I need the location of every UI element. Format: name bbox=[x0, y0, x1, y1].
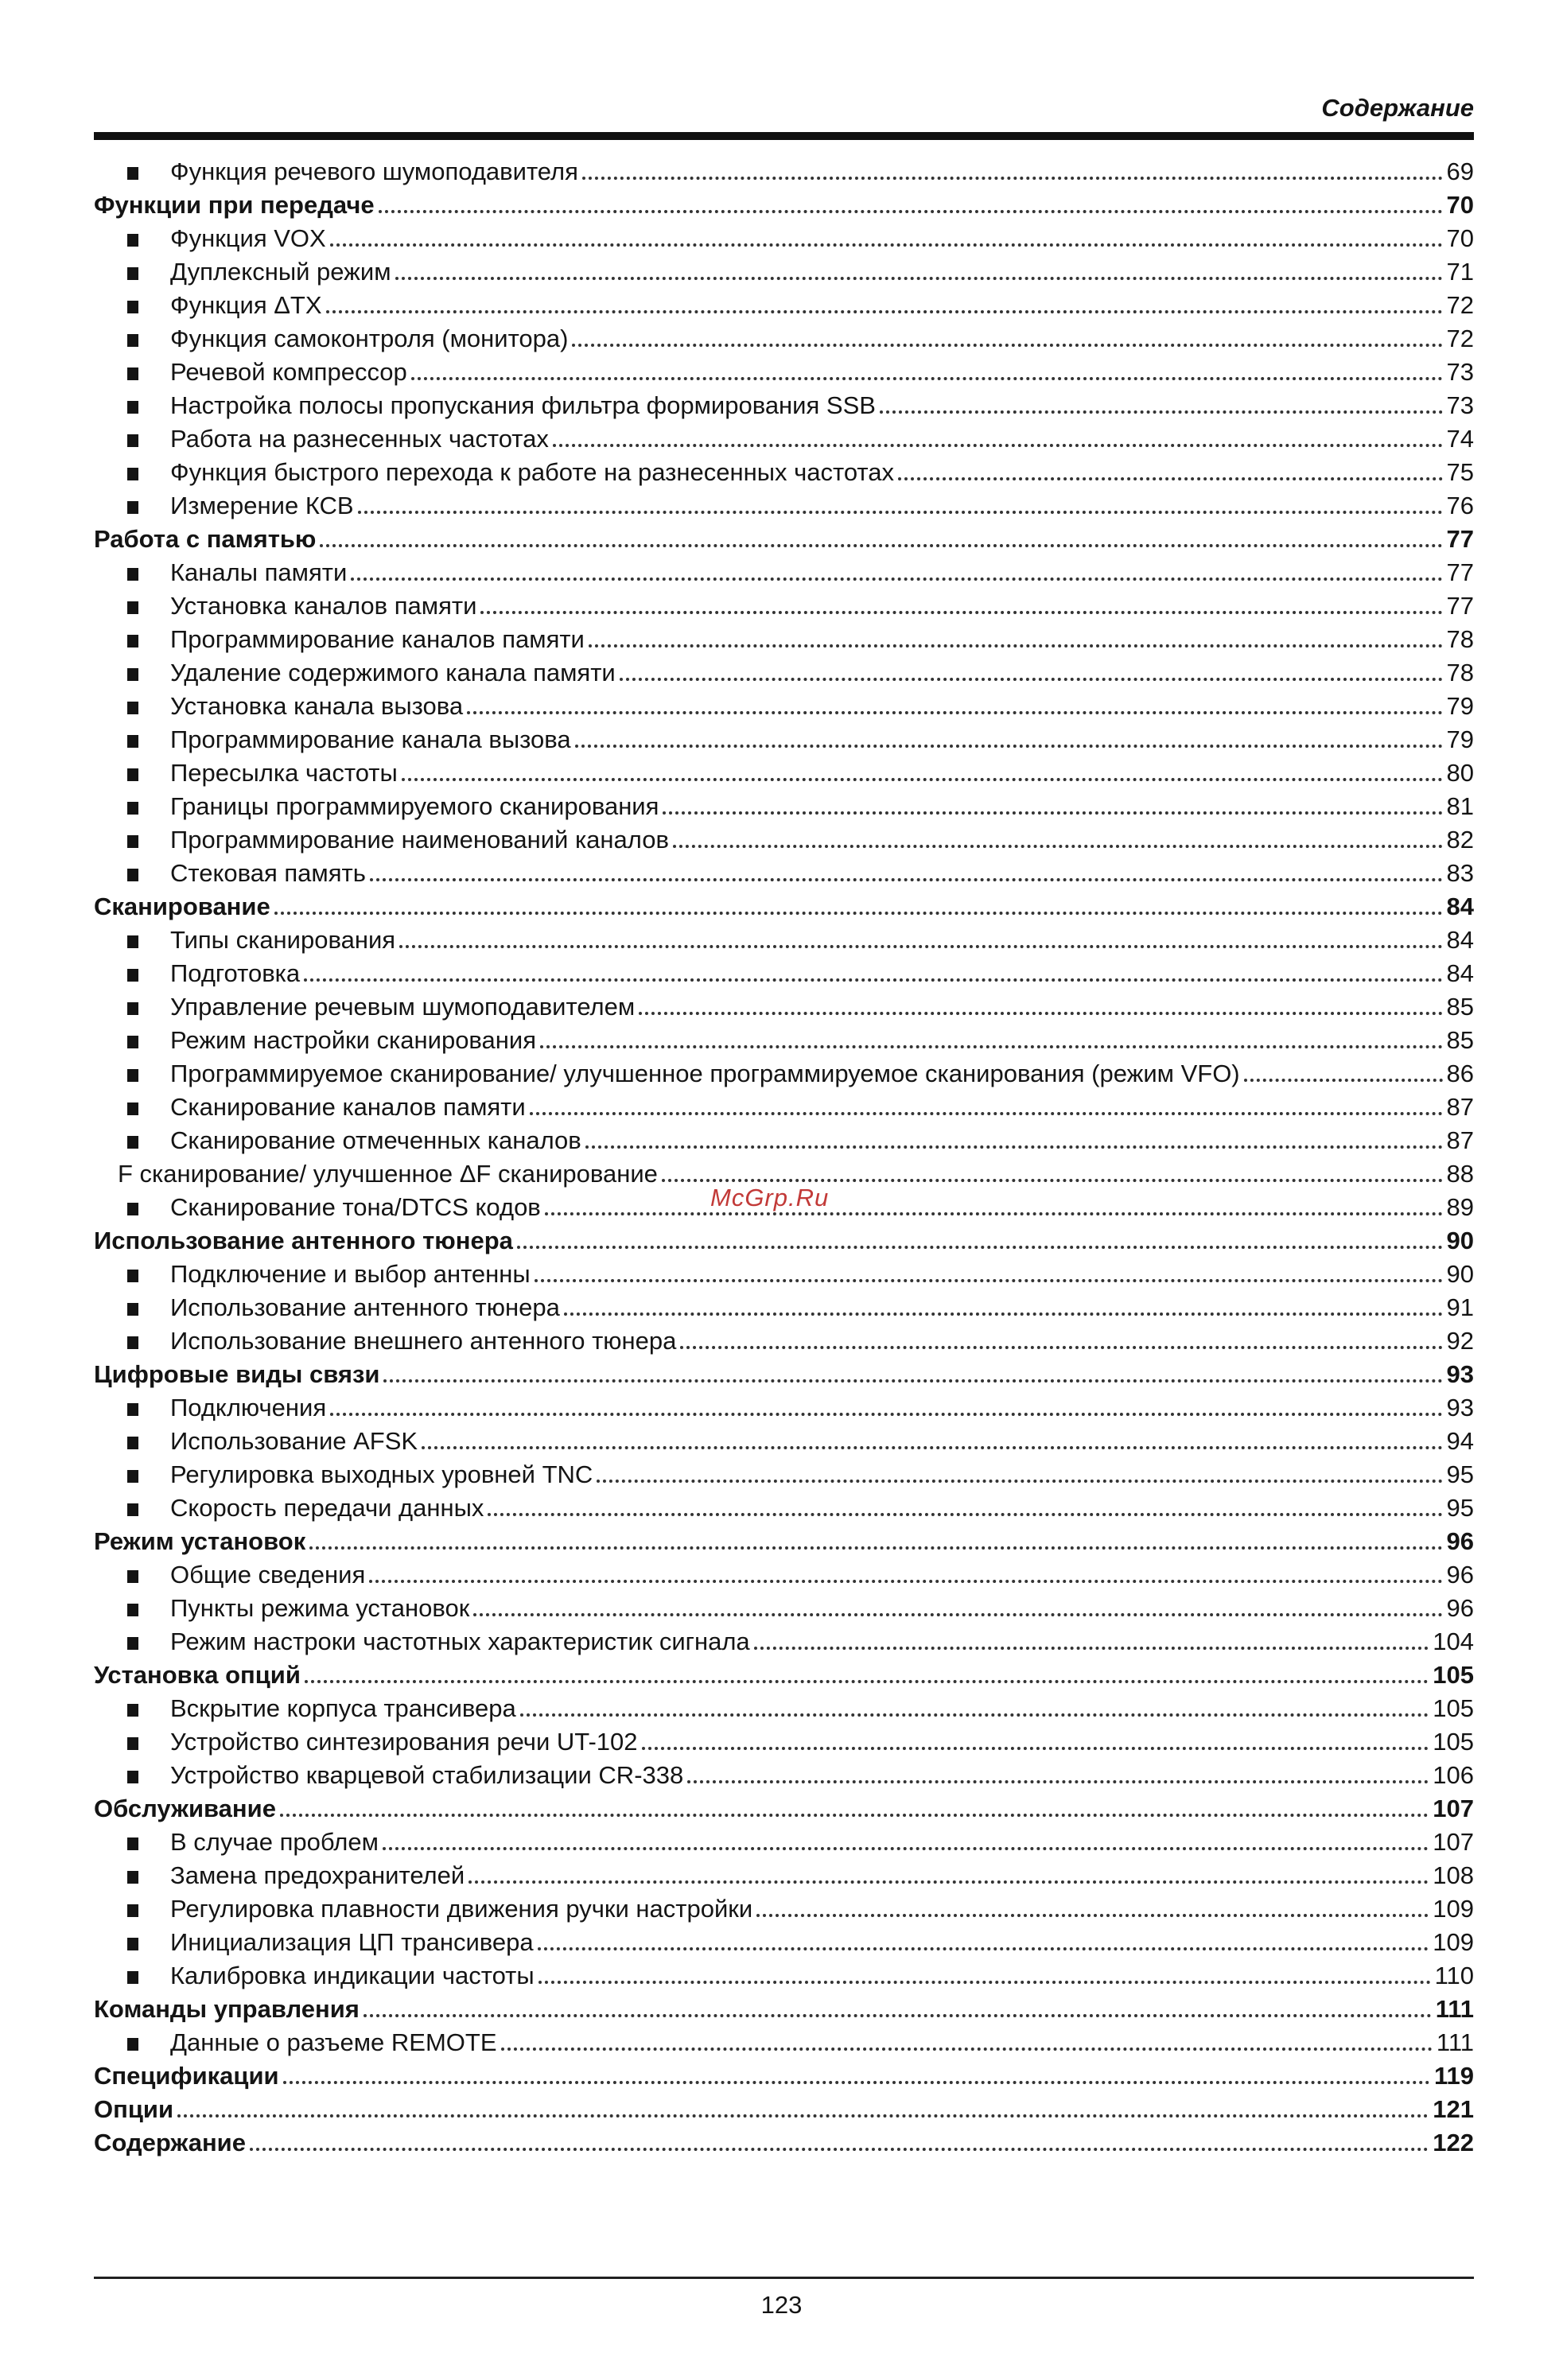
toc-item-row bbox=[94, 1857, 1474, 1891]
dot-leader bbox=[501, 2048, 1433, 2051]
toc-item-row bbox=[94, 1456, 1474, 1490]
toc-entry-title: Регулировка плавности движения ручки настройки bbox=[170, 1895, 753, 1923]
bullet-square-icon bbox=[127, 635, 138, 648]
toc-entry-title: Использование антенного тюнера bbox=[170, 1293, 560, 1321]
toc-entry-page: 92 bbox=[1446, 1327, 1474, 1355]
bullet-square-icon bbox=[127, 1771, 138, 1783]
dot-leader bbox=[517, 1246, 1443, 1249]
watermark: McGrp.Ru bbox=[710, 1184, 830, 1211]
bullet-square-icon bbox=[127, 1938, 138, 1950]
dot-leader bbox=[754, 1647, 1429, 1650]
toc-entry-title: Установка опций bbox=[94, 1661, 301, 1689]
toc-entry-page: 77 bbox=[1446, 558, 1474, 586]
toc-entry-title: Стековая память bbox=[170, 859, 366, 887]
dot-leader bbox=[358, 511, 1443, 514]
bullet-square-icon bbox=[127, 1604, 138, 1616]
toc-item-row bbox=[94, 454, 1474, 488]
toc-entry-title: Работа с памятью bbox=[94, 525, 317, 553]
toc-entry-page: 107 bbox=[1433, 1795, 1474, 1822]
bullet-square-icon bbox=[127, 1637, 138, 1650]
bullet-square-icon bbox=[127, 167, 138, 180]
dot-leader bbox=[585, 1145, 1443, 1149]
toc-entry-title: Каналы памяти bbox=[170, 558, 348, 586]
dot-leader bbox=[330, 243, 1443, 247]
toc-entry-title: Типы сканирования bbox=[170, 926, 396, 954]
page-number: 123 bbox=[760, 2291, 803, 2319]
toc-section-row bbox=[94, 889, 1474, 922]
toc-entry-title: Функция речевого шумоподавителя bbox=[170, 158, 578, 185]
dot-leader bbox=[177, 2114, 1429, 2118]
toc-entry-page: 77 bbox=[1446, 592, 1474, 620]
toc-item-row bbox=[94, 2024, 1474, 2058]
dot-leader bbox=[305, 1680, 1429, 1683]
dot-leader bbox=[283, 2081, 1430, 2084]
dot-leader bbox=[488, 1513, 1442, 1516]
dot-leader bbox=[620, 678, 1443, 681]
toc-entry-page: 85 bbox=[1446, 1026, 1474, 1054]
toc-entry-page: 82 bbox=[1446, 826, 1474, 854]
toc-entry-title: Команды управления bbox=[94, 1995, 360, 2023]
toc-entry-title: Удаление содержимого канала памяти bbox=[170, 659, 616, 686]
toc-entry-page: 96 bbox=[1446, 1561, 1474, 1589]
toc-entry-title: Работа на разнесенных частотах bbox=[170, 425, 549, 453]
toc-item-row bbox=[94, 1289, 1474, 1323]
toc-entry-title: Режим настроки частотных характеристик сигнала bbox=[170, 1628, 750, 1655]
toc-entry-page: 90 bbox=[1446, 1227, 1474, 1254]
toc-entry-page: 69 bbox=[1446, 158, 1474, 185]
bullet-square-icon bbox=[127, 1270, 138, 1282]
toc-item-row bbox=[94, 321, 1474, 354]
bullet-square-icon bbox=[127, 368, 138, 380]
toc-entry-title: Измерение КСВ bbox=[170, 492, 354, 519]
dot-leader bbox=[379, 210, 1443, 213]
dot-leader bbox=[395, 277, 1443, 280]
toc-item-row bbox=[94, 688, 1474, 721]
toc-entry-page: 70 bbox=[1446, 191, 1474, 219]
toc-entry-page: 90 bbox=[1446, 1260, 1474, 1288]
toc-entry-page: 74 bbox=[1446, 425, 1474, 453]
toc-entry-title: Функция VOX bbox=[170, 224, 326, 252]
toc-section-row bbox=[94, 1356, 1474, 1390]
toc-entry-title: Подключения bbox=[170, 1394, 327, 1421]
toc-entry-page: 83 bbox=[1446, 859, 1474, 887]
toc-entry-page: 109 bbox=[1433, 1895, 1474, 1923]
toc-entry-title: Пересылка частоты bbox=[170, 759, 398, 787]
bullet-square-icon bbox=[127, 568, 138, 581]
dot-leader bbox=[575, 745, 1443, 748]
dot-leader bbox=[383, 1847, 1429, 1850]
dot-leader bbox=[422, 1446, 1442, 1449]
toc-item-row bbox=[94, 1490, 1474, 1523]
toc-section-row bbox=[94, 2125, 1474, 2158]
dot-leader bbox=[520, 1713, 1429, 1717]
toc-entry-title: Замена предохранителей bbox=[170, 1861, 465, 1889]
page-header-title: Содержание bbox=[1321, 94, 1474, 122]
bullet-square-icon bbox=[127, 1737, 138, 1750]
toc-entry-page: 108 bbox=[1433, 1861, 1474, 1889]
toc-item-row bbox=[94, 1757, 1474, 1791]
toc-entry-page: 73 bbox=[1446, 358, 1474, 386]
bullet-square-icon bbox=[127, 1036, 138, 1048]
toc-entry-title: Функция быстрого перехода к работе на разнесенных частотах bbox=[170, 458, 895, 486]
toc-entry-title: Управление речевым шумоподавителем bbox=[170, 993, 636, 1021]
bullet-square-icon bbox=[127, 301, 138, 313]
toc-entry-page: 93 bbox=[1446, 1394, 1474, 1421]
toc-item-row bbox=[94, 1022, 1474, 1056]
toc-item-row bbox=[94, 1557, 1474, 1590]
toc-entry-page: 72 bbox=[1446, 325, 1474, 352]
toc-entry-page: 105 bbox=[1433, 1661, 1474, 1689]
toc-item-row bbox=[94, 655, 1474, 688]
toc-entry-page: 71 bbox=[1446, 258, 1474, 286]
dot-leader bbox=[473, 1613, 1442, 1616]
toc-entry-title: Содержание bbox=[94, 2129, 246, 2156]
dot-leader bbox=[756, 1914, 1429, 1917]
toc-entry-title: Границы программируемого сканирования bbox=[170, 792, 659, 820]
dot-leader bbox=[309, 1546, 1442, 1550]
toc-entry-title: Использование антенного тюнера bbox=[94, 1227, 513, 1254]
toc-item-row bbox=[94, 621, 1474, 655]
dot-leader bbox=[364, 2014, 1432, 2017]
toc-item-row bbox=[94, 1824, 1474, 1857]
dot-leader bbox=[326, 310, 1443, 313]
toc-entry-title: Функция ΔTX bbox=[170, 291, 322, 319]
toc-item-row bbox=[94, 588, 1474, 621]
toc-entry-page: 87 bbox=[1446, 1093, 1474, 1121]
toc-entry-page: 106 bbox=[1433, 1761, 1474, 1789]
bullet-square-icon bbox=[127, 1838, 138, 1850]
toc-entry-page: 86 bbox=[1446, 1060, 1474, 1087]
toc-entry-title: Программирование наименований каналов bbox=[170, 826, 669, 854]
dot-leader bbox=[320, 544, 1442, 547]
toc-entry-title: Сканирование bbox=[94, 892, 270, 920]
bullet-square-icon bbox=[127, 802, 138, 815]
toc-entry-page: 72 bbox=[1446, 291, 1474, 319]
dot-leader bbox=[274, 912, 1443, 915]
toc-entry-title: Использование внешнего антенного тюнера bbox=[170, 1327, 677, 1355]
toc-entry-page: 87 bbox=[1446, 1126, 1474, 1154]
toc-entry-page: 78 bbox=[1446, 625, 1474, 653]
toc-entry-title: Программируемое сканирование/ улучшенное программируемое сканирования (режим VFO) bbox=[170, 1060, 1240, 1087]
table-of-contents bbox=[94, 154, 1474, 2158]
bullet-square-icon bbox=[127, 1303, 138, 1316]
toc-entry-title: Установка каналов памяти bbox=[170, 592, 477, 620]
bullet-square-icon bbox=[127, 501, 138, 514]
dot-leader bbox=[467, 711, 1442, 714]
toc-entry-title: F сканирование/ улучшенное ΔF сканирование bbox=[118, 1160, 658, 1188]
toc-item-row bbox=[94, 922, 1474, 955]
toc-entry-page: 75 bbox=[1446, 458, 1474, 486]
toc-entry-title: Инициализация ЦП трансивера bbox=[170, 1928, 534, 1956]
toc-entry-title: Калибровка индикации частоты bbox=[170, 1962, 535, 1989]
dot-leader bbox=[597, 1480, 1442, 1483]
toc-entry-page: 111 bbox=[1436, 2028, 1474, 2056]
toc-item-row bbox=[94, 254, 1474, 287]
toc-entry-title: Программирование каналов памяти bbox=[170, 625, 585, 653]
dot-leader bbox=[642, 1747, 1429, 1750]
bullet-square-icon bbox=[127, 1136, 138, 1149]
toc-entry-title: Скорость передачи данных bbox=[170, 1494, 484, 1522]
dot-leader bbox=[662, 1179, 1443, 1182]
dot-leader bbox=[383, 1379, 1442, 1382]
toc-entry-title: Функция самоконтроля (монитора) bbox=[170, 325, 569, 352]
toc-item-row bbox=[94, 788, 1474, 822]
toc-entry-page: 122 bbox=[1433, 2129, 1474, 2156]
toc-entry-page: 84 bbox=[1446, 892, 1474, 920]
toc-item-row bbox=[94, 1256, 1474, 1289]
dot-leader bbox=[540, 1045, 1442, 1048]
toc-item-row bbox=[94, 488, 1474, 521]
toc-entry-page: 109 bbox=[1433, 1928, 1474, 1956]
toc-section-row bbox=[94, 521, 1474, 554]
toc-entry-page: 105 bbox=[1433, 1728, 1474, 1756]
bullet-square-icon bbox=[127, 1570, 138, 1583]
toc-entry-title: Речевой компрессор bbox=[170, 358, 407, 386]
dot-leader bbox=[553, 444, 1443, 447]
toc-item-row bbox=[94, 822, 1474, 855]
dot-leader bbox=[545, 1212, 1443, 1215]
toc-entry-title: Цифровые виды связи bbox=[94, 1360, 380, 1388]
toc-item-row bbox=[94, 554, 1474, 588]
bullet-square-icon bbox=[127, 401, 138, 414]
toc-entry-page: 70 bbox=[1446, 224, 1474, 252]
bullet-square-icon bbox=[127, 267, 138, 280]
dot-leader bbox=[538, 1981, 1431, 1984]
toc-section-row bbox=[94, 187, 1474, 220]
bullet-square-icon bbox=[127, 935, 138, 948]
bullet-square-icon bbox=[127, 601, 138, 614]
dot-leader bbox=[663, 811, 1442, 815]
toc-entry-title: Общие сведения bbox=[170, 1561, 366, 1589]
toc-item-row bbox=[94, 721, 1474, 755]
toc-entry-title: Настройка полосы пропускания фильтра формирования SSB bbox=[170, 391, 876, 419]
toc-entry-title: Пункты режима установок bbox=[170, 1594, 470, 1622]
toc-item-row bbox=[94, 387, 1474, 421]
bullet-square-icon bbox=[127, 1871, 138, 1884]
toc-entry-page: 119 bbox=[1433, 2062, 1474, 2090]
dot-leader bbox=[280, 1814, 1429, 1817]
dot-leader bbox=[582, 177, 1443, 180]
bullet-square-icon bbox=[127, 1069, 138, 1082]
toc-entry-title: Спецификации bbox=[94, 2062, 279, 2090]
toc-entry-title: Вскрытие корпуса трансивера bbox=[170, 1694, 516, 1722]
toc-section-row bbox=[94, 1523, 1474, 1557]
bullet-square-icon bbox=[127, 1203, 138, 1215]
toc-entry-title: Сканирование отмеченных каналов bbox=[170, 1126, 581, 1154]
dot-leader bbox=[572, 344, 1442, 347]
toc-entry-title: Дуплексный режим bbox=[170, 258, 391, 286]
toc-entry-title: Регулировка выходных уровней TNC bbox=[170, 1460, 593, 1488]
toc-item-row bbox=[94, 1924, 1474, 1958]
toc-item-row bbox=[94, 1590, 1474, 1624]
bullet-square-icon bbox=[127, 1971, 138, 1984]
toc-item-row bbox=[94, 1089, 1474, 1122]
bullet-square-icon bbox=[127, 2038, 138, 2051]
toc-entry-title: Сканирование каналов памяти bbox=[170, 1093, 526, 1121]
dot-leader bbox=[399, 945, 1442, 948]
toc-item-row bbox=[94, 989, 1474, 1022]
toc-entry-page: 110 bbox=[1434, 1962, 1474, 1989]
bullet-square-icon bbox=[127, 234, 138, 247]
toc-item-row bbox=[94, 354, 1474, 387]
toc-item-row bbox=[94, 755, 1474, 788]
dot-leader bbox=[370, 878, 1443, 881]
bullet-square-icon bbox=[127, 468, 138, 480]
toc-item-row bbox=[94, 1724, 1474, 1757]
dot-leader bbox=[564, 1312, 1443, 1316]
bullet-square-icon bbox=[127, 434, 138, 447]
toc-entry-page: 79 bbox=[1446, 725, 1474, 753]
toc-entry-page: 96 bbox=[1446, 1527, 1474, 1555]
toc-entry-title: Режим настройки сканирования bbox=[170, 1026, 537, 1054]
dot-leader bbox=[673, 845, 1443, 848]
toc-entry-page: 84 bbox=[1446, 926, 1474, 954]
bullet-square-icon bbox=[127, 1336, 138, 1349]
toc-entry-page: 95 bbox=[1446, 1460, 1474, 1488]
toc-item-row bbox=[94, 955, 1474, 989]
bullet-square-icon bbox=[127, 1503, 138, 1516]
toc-item-row bbox=[94, 1690, 1474, 1724]
dot-leader bbox=[680, 1346, 1442, 1349]
toc-item-row bbox=[94, 1624, 1474, 1657]
bullet-square-icon bbox=[127, 1470, 138, 1483]
toc-entry-title: Устройство синтезирования речи UT-102 bbox=[170, 1728, 638, 1756]
toc-entry-title: Данные о разъеме REMOTE bbox=[170, 2028, 497, 2056]
bullet-square-icon bbox=[127, 1704, 138, 1717]
toc-entry-page: 73 bbox=[1446, 391, 1474, 419]
toc-entry-page: 93 bbox=[1446, 1360, 1474, 1388]
bullet-square-icon bbox=[127, 1437, 138, 1449]
toc-entry-page: 76 bbox=[1446, 492, 1474, 519]
bullet-square-icon bbox=[127, 869, 138, 881]
bullet-square-icon bbox=[127, 1102, 138, 1115]
toc-entry-title: Программирование канала вызова bbox=[170, 725, 571, 753]
toc-entry-page: 111 bbox=[1435, 1995, 1474, 2023]
toc-entry-page: 94 bbox=[1446, 1427, 1474, 1455]
toc-section-row bbox=[94, 1791, 1474, 1824]
toc-entry-page: 91 bbox=[1446, 1293, 1474, 1321]
toc-entry-page: 79 bbox=[1446, 692, 1474, 720]
toc-entry-title: В случае проблем bbox=[170, 1828, 379, 1856]
toc-item-row bbox=[94, 1323, 1474, 1356]
dot-leader bbox=[1244, 1079, 1443, 1082]
bullet-square-icon bbox=[127, 702, 138, 714]
toc-entry-page: 105 bbox=[1433, 1694, 1474, 1722]
footer-rule bbox=[94, 2277, 1474, 2279]
toc-section-row bbox=[94, 2091, 1474, 2125]
dot-leader bbox=[538, 1947, 1429, 1950]
bullet-square-icon bbox=[127, 1002, 138, 1015]
bullet-square-icon bbox=[127, 768, 138, 781]
dot-leader bbox=[250, 2148, 1429, 2151]
toc-item-row bbox=[94, 1958, 1474, 1991]
dot-leader bbox=[469, 1880, 1429, 1884]
toc-item-row bbox=[94, 154, 1474, 187]
toc-entry-title: Использование AFSK bbox=[170, 1427, 418, 1455]
toc-item-row bbox=[94, 1891, 1474, 1924]
dot-leader bbox=[480, 611, 1442, 614]
toc-entry-page: 78 bbox=[1446, 659, 1474, 686]
toc-entry-page: 84 bbox=[1446, 959, 1474, 987]
toc-entry-page: 88 bbox=[1446, 1160, 1474, 1188]
toc-section-row bbox=[94, 1991, 1474, 2024]
dot-leader bbox=[898, 477, 1442, 480]
dot-leader bbox=[402, 778, 1443, 781]
toc-entry-page: 89 bbox=[1446, 1193, 1474, 1221]
dot-leader bbox=[411, 377, 1443, 380]
bullet-square-icon bbox=[127, 668, 138, 681]
toc-item-row bbox=[94, 1423, 1474, 1456]
toc-entry-page: 104 bbox=[1433, 1628, 1474, 1655]
toc-section-row bbox=[94, 1223, 1474, 1256]
toc-entry-title: Установка канала вызова bbox=[170, 692, 464, 720]
dot-leader bbox=[880, 410, 1443, 414]
toc-entry-page: 77 bbox=[1446, 525, 1474, 553]
toc-item-row bbox=[94, 287, 1474, 321]
dot-leader bbox=[369, 1580, 1442, 1583]
toc-entry-page: 85 bbox=[1446, 993, 1474, 1021]
toc-entry-title: Функции при передаче bbox=[94, 191, 375, 219]
toc-section-row bbox=[94, 2058, 1474, 2091]
toc-entry-title: Устройство кварцевой стабилизации CR-338 bbox=[170, 1761, 684, 1789]
toc-entry-page: 95 bbox=[1446, 1494, 1474, 1522]
toc-entry-title: Подключение и выбор антенны bbox=[170, 1260, 531, 1288]
toc-item-row bbox=[94, 421, 1474, 454]
toc-item-row bbox=[94, 220, 1474, 254]
dot-leader bbox=[351, 578, 1442, 581]
dot-leader bbox=[687, 1780, 1429, 1783]
toc-item-row bbox=[94, 1390, 1474, 1423]
dot-leader bbox=[589, 644, 1443, 648]
dot-leader bbox=[304, 978, 1442, 982]
bullet-square-icon bbox=[127, 969, 138, 982]
toc-item-row bbox=[94, 1056, 1474, 1089]
toc-item-row bbox=[94, 1122, 1474, 1156]
toc-entry-page: 121 bbox=[1433, 2095, 1474, 2123]
dot-leader bbox=[530, 1112, 1443, 1115]
toc-item-row bbox=[94, 855, 1474, 889]
dot-leader bbox=[330, 1413, 1442, 1416]
bullet-square-icon bbox=[127, 735, 138, 748]
bullet-square-icon bbox=[127, 1904, 138, 1917]
dot-leader bbox=[535, 1279, 1443, 1282]
bullet-square-icon bbox=[127, 835, 138, 848]
toc-entry-title: Опции bbox=[94, 2095, 174, 2123]
toc-entry-page: 107 bbox=[1433, 1828, 1474, 1856]
toc-entry-page: 96 bbox=[1446, 1594, 1474, 1622]
toc-section-row bbox=[94, 1657, 1474, 1690]
toc-entry-title: Подготовка bbox=[170, 959, 301, 987]
bullet-square-icon bbox=[127, 334, 138, 347]
bullet-square-icon bbox=[127, 1403, 138, 1416]
dot-leader bbox=[639, 1012, 1442, 1015]
toc-entry-page: 80 bbox=[1446, 759, 1474, 787]
toc-entry-page: 81 bbox=[1446, 792, 1474, 820]
toc-entry-title: Режим установок bbox=[94, 1527, 306, 1555]
toc-entry-title: Сканирование тона/DTCS кодов bbox=[170, 1193, 541, 1221]
header-rule bbox=[94, 132, 1474, 140]
toc-entry-title: Обслуживание bbox=[94, 1795, 276, 1822]
